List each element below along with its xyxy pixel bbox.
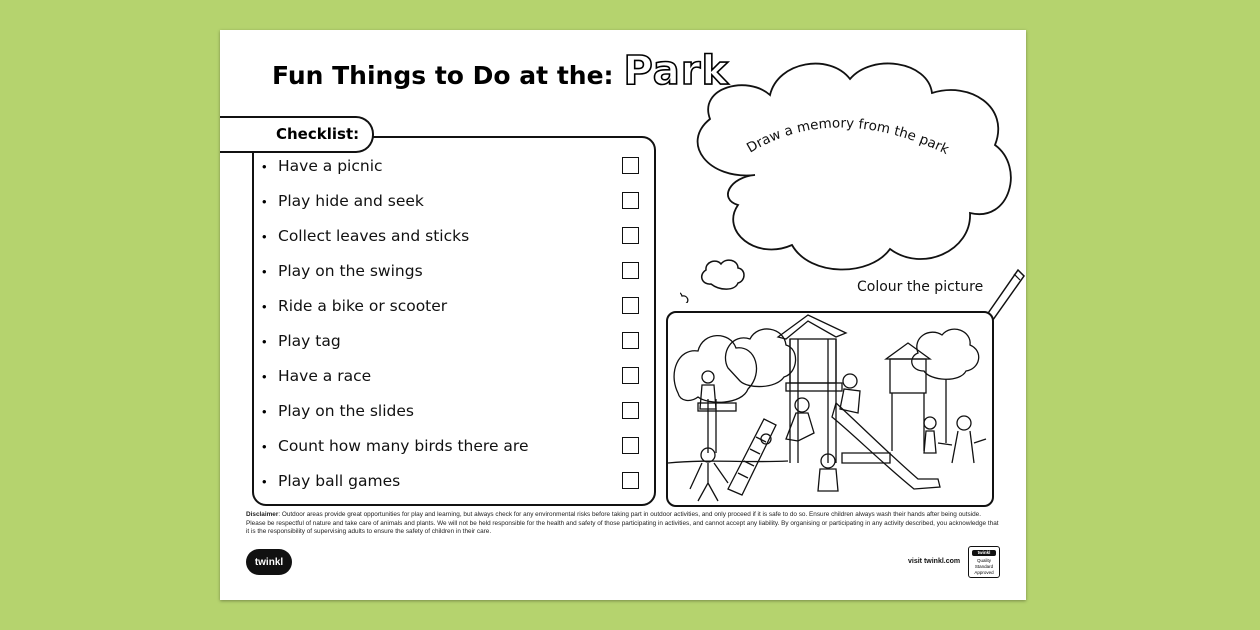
- checkbox[interactable]: [622, 227, 639, 244]
- list-item: [254, 187, 654, 217]
- worksheet: [220, 30, 1026, 600]
- item-label: Play on the slides: [278, 402, 414, 420]
- bullet-icon: •: [262, 404, 267, 419]
- badge-brand: twinkl: [972, 550, 996, 556]
- title-prefix: Fun Things to Do at the:: [272, 61, 614, 90]
- bullet-icon: •: [262, 264, 267, 279]
- bullet-icon: •: [262, 439, 267, 454]
- bullet-icon: •: [262, 299, 267, 314]
- checkbox[interactable]: [622, 192, 639, 209]
- list-item: [254, 432, 654, 462]
- item-label: Ride a bike or scooter: [278, 297, 448, 315]
- page-title: [272, 48, 729, 108]
- item-label: Have a race: [278, 367, 372, 385]
- list-item: [254, 292, 654, 322]
- item-label: Play on the swings: [278, 262, 423, 280]
- memory-cloud-shape[interactable]: [698, 63, 1011, 269]
- list-item: [254, 257, 654, 287]
- bullet-icon: •: [262, 334, 267, 349]
- tiny-thought-bubble: [680, 292, 688, 303]
- visit-link[interactable]: visit twinkl.com: [908, 558, 961, 565]
- twinkl-logo[interactable]: twinkl: [246, 549, 292, 575]
- park-illustration: [668, 313, 992, 505]
- checklist-tab: [220, 116, 374, 153]
- item-label: Have a picnic: [278, 157, 383, 175]
- colour-instruction: Colour the picture: [857, 279, 984, 295]
- list-item: [254, 362, 654, 392]
- bullet-icon: •: [262, 369, 267, 384]
- item-label: Play hide and seek: [278, 192, 424, 210]
- title-word: Park: [623, 48, 730, 94]
- list-item: [254, 327, 654, 357]
- park-colouring-scene[interactable]: [666, 311, 994, 507]
- item-label: Play ball games: [278, 472, 401, 490]
- list-item: [254, 397, 654, 427]
- list-item: [254, 152, 654, 182]
- checklist-heading: Checklist:: [276, 125, 360, 143]
- checkbox[interactable]: [622, 297, 639, 314]
- list-item: [254, 467, 654, 497]
- bullet-icon: •: [262, 159, 267, 174]
- checkbox[interactable]: [622, 332, 639, 349]
- bullet-icon: •: [262, 474, 267, 489]
- disclaimer-label: Disclaimer: [246, 511, 279, 518]
- disclaimer: [246, 511, 1002, 537]
- bullet-icon: •: [262, 229, 267, 244]
- item-label: Collect leaves and sticks: [278, 227, 470, 245]
- thought-cloud: [680, 55, 1025, 303]
- checkbox[interactable]: [622, 402, 639, 419]
- bullet-icon: •: [262, 194, 267, 209]
- checkbox[interactable]: [622, 437, 639, 454]
- disclaimer-text: : Outdoor areas provide great opportunities for play and learning, but always check for any environmental risks before taking part in outdoor activities, and only proceed if it is safe to do so. Ensure children always wash their hands after being outside. Please be respectful of nature and take care of animals and plants. We will not be held responsible for the health and safety of those participating in activities, and cannot accept any liability. By organising or participating in any activity described, you acknowledge that it is the responsibility of supervising adults to ensure the safety of children in their care.: [246, 511, 999, 536]
- small-thought-bubble: [702, 260, 744, 289]
- quality-badge: [968, 546, 1000, 578]
- checkbox[interactable]: [622, 262, 639, 279]
- list-item: [254, 222, 654, 252]
- checklist-panel: [252, 136, 656, 506]
- badge-text: Quality Standard Approved: [974, 558, 994, 575]
- checkbox[interactable]: [622, 472, 639, 489]
- checkbox[interactable]: [622, 157, 639, 174]
- item-label: Play tag: [278, 332, 341, 350]
- item-label: Count how many birds there are: [278, 437, 529, 455]
- checkbox[interactable]: [622, 367, 639, 384]
- memory-prompt: Draw a memory from the park: [744, 115, 952, 158]
